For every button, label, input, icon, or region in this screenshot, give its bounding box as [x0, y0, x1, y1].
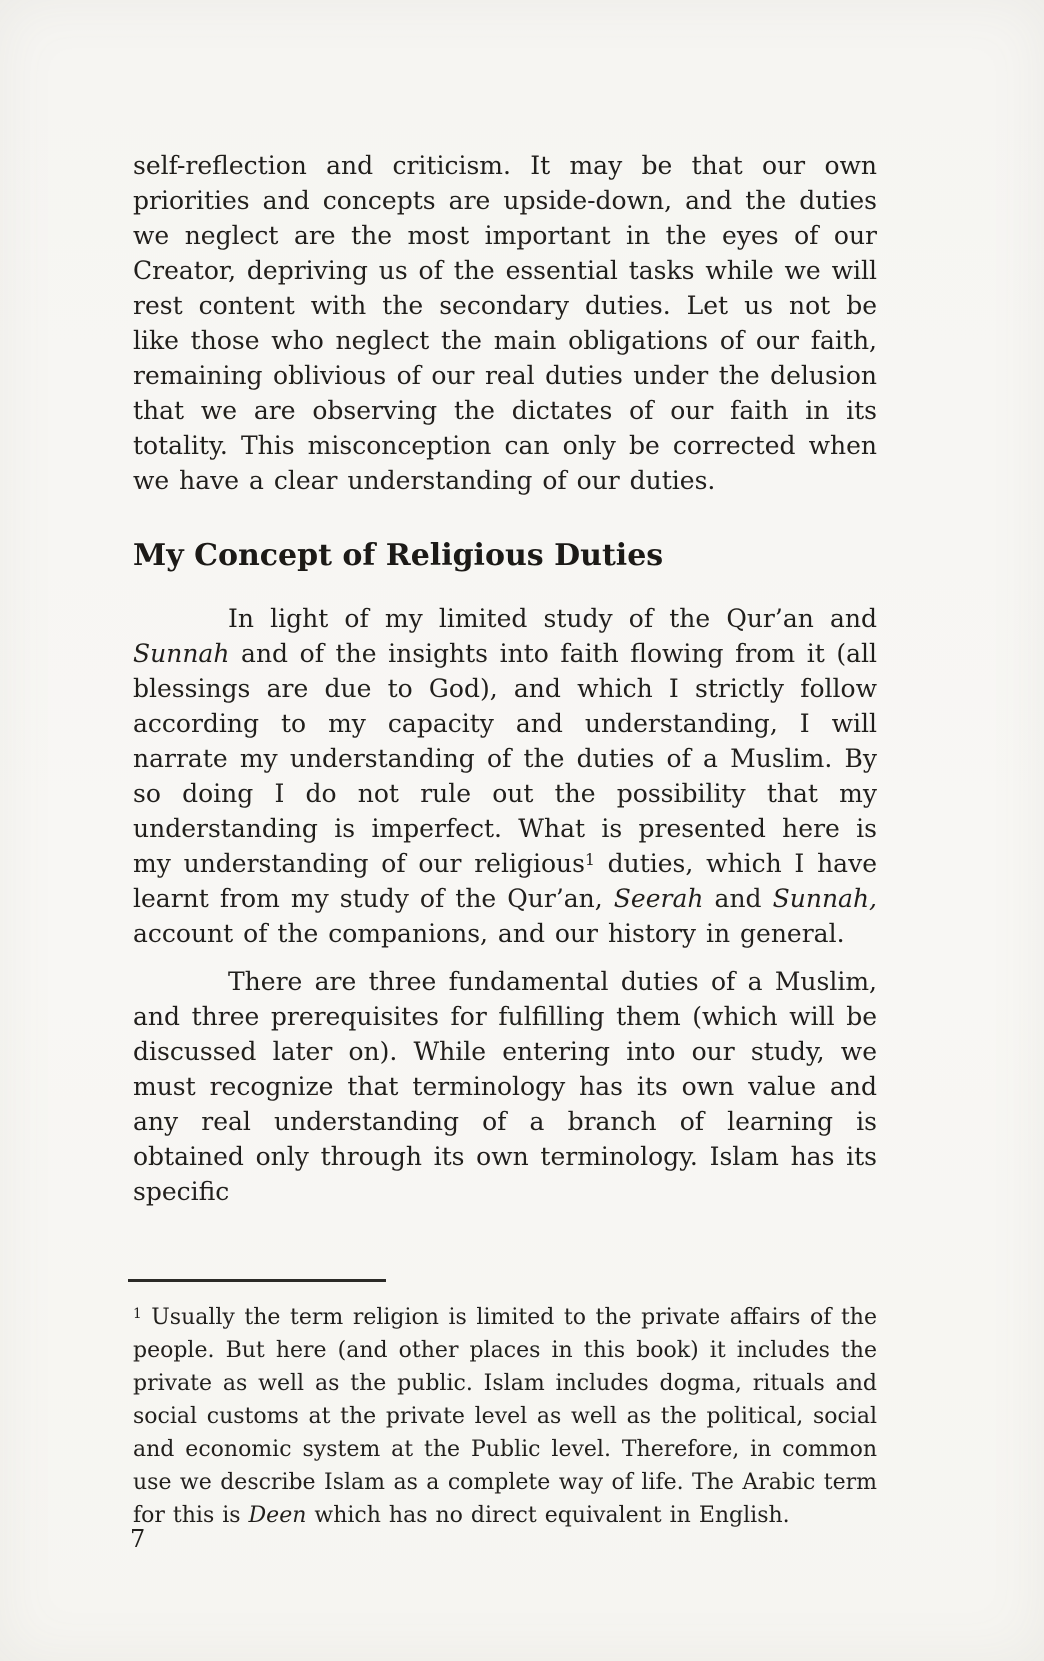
body-paragraph-continued: self-reflection and criticism. It may be that our own priorities and concepts are upside-down, and the duties we neglect are the most important in the eyes of our Creator, depriving us of the essential tasks while we will rest content with the secondary duties. Let us not be like those who neglect the main obligations of our faith, remaining oblivious of our real duties under the delusion that we are observing the dictates of our faith in its totality. This misconception can only be corrected when we have a clear understanding of our duties. — [133, 151, 877, 495]
page-number: 7 — [130, 1525, 146, 1553]
body-paragraph-concept: In light of my limited study of the Qur’an and Sunnah and of the insights into faith flowing from it (all blessings are due to God), and which I strictly follow according to my capacity and understanding, I will narrate my understanding of the duties of a Muslim. By so doing I do not rule out the possibility that my understanding is imperfect. What is presented here is my understanding of our religious$^1$ duties, which I have learnt from my study of the Qur’an, Seerah and Sunnah, account of the companions, and our history in general. — [133, 604, 878, 948]
section-heading: My Concept of Religious Duties — [133, 538, 664, 573]
footnote-divider — [128, 1279, 386, 1282]
footnote-text: $^1$ Usually the term religion is limited to the private affairs of the people. But here (and other places in this book) it includes the private as well as the public. Islam includes dogma, rituals and social customs at the private level as well as the political, social and economic system at the Public level. Therefore, in common use we describe Islam as a complete way of life. The Arabic term for this is Deen which has no direct equivalent in English. — [133, 1305, 877, 1528]
body-paragraph-duties: There are three fundamental duties of a Muslim, and three prerequisites for fulfilling them (which will be discussed later on). While entering into our study, we must recognize that terminology has its own value and any real understanding of a branch of learning is obtained only through its own terminology. Islam has its specific — [133, 967, 877, 1206]
